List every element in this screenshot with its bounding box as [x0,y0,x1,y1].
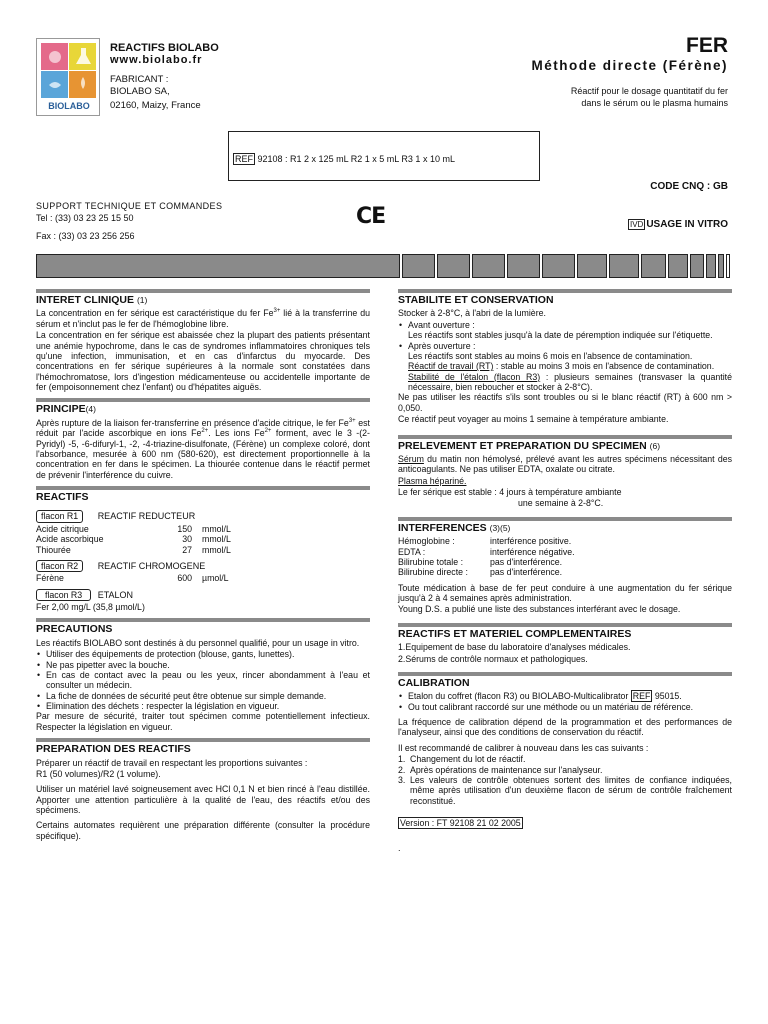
component-value: 600 [177,573,192,584]
paragraph: Toute médication à base de fer peut conduire à une augmentation du fer sérique jusqu'à 2 à 4 semaines après administration. [398,582,732,603]
logo-text: BIOLABO [48,101,90,111]
page-title: FER [686,34,728,57]
component-name: Thiourée [36,544,71,555]
component-name: Férène [36,573,64,584]
list-item: • Avant ouverture : [398,320,732,330]
code-cnq: CODE CNQ : GB [650,181,728,192]
paragraph: R1 (50 volumes)/R2 (1 volume). [36,768,161,779]
flacon-r3-row [36,588,370,602]
band-segment [668,254,688,278]
version-label: Version : FT 92108 21 02 2005 [400,818,521,828]
paragraph: Sérum du matin non hémolysé, prélevé avant les autres spécimens nécessitant des anticoagulants. Ne pas utiliser EDTA, oxalate ou citrate. [398,453,732,475]
list-item: • En cas de contact avec la peau ou les yeux, rincer abondamment à l'eau et consulter un médecin. [36,670,370,691]
section-principe [36,398,370,480]
paragraph: une semaine à 2-8°C. [518,498,604,509]
paragraph: Plasma hépariné. [398,475,467,486]
brand-name: REACTIFS BIOLABO [110,42,219,54]
section-title-text: INTERET CLINIQUE [36,294,135,306]
list-item: 1. Changement du lot de réactif. [398,754,526,765]
paragraph: La concentration en fer sérique est abaissée chez la plupart des patients présentant une anémie hypochrome, dans le cas de syndromes inflammatoires chroniques tels qu'une infection, immunisation, et en cas d'infarctus du myocarde. Des concentrations en fer sérique supérieures à la normale sont constatées dans l'hémochromatose, lors d'ingestion médicamenteuse ou accidentelle importante de fer (empoisonnement chez l'enfant) ou d'hépatites aiguës. [36,330,370,392]
list-item-text: Les réactifs sont stables jusqu'à la date de péremption indiquée sur l'étiquette. [408,330,713,341]
ref-symbol: REF [235,154,253,164]
flacon-r1-name: REACTIF REDUCTEUR [97,511,196,522]
ivd-symbol: IVD [629,220,644,229]
page-subtitle: Méthode directe (Férène) [531,58,728,73]
list-item: • Après ouverture : [398,341,732,351]
fabricant-label: FABRICANT : [110,74,169,85]
fabricant-address: 02160, Maizy, France [110,100,201,111]
list-item: • Elimination des déchets : respecter la législation en vigueur. [36,701,370,711]
reference-line [233,154,455,165]
paragraph: Stocker à 2-8°C, à l'abri de la lumière. [398,308,546,319]
section-title: STABILITE ET CONSERVATION [398,294,554,306]
trailing-dot: . [398,842,401,853]
component-value: 27 [182,544,192,555]
section-reactifs [36,486,370,612]
section-ref: (4) [85,404,96,415]
ce-mark-icon: CE [356,204,386,229]
product-description [468,86,728,109]
support-fax: Fax : (33) 03 23 256 256 [36,231,135,241]
band-segment [577,254,607,278]
brand-url[interactable]: www.biolabo.fr [110,54,203,66]
paragraph: Préparer un réactif de travail en respectant les proportions suivantes : [36,757,308,768]
section-materiel [398,623,732,664]
flacon-r2-table [36,573,370,583]
paragraph: Par mesure de sécurité, traiter tout spécimen comme potentiellement infectieux. Respecter la législation en vigueur. [36,711,370,732]
component-value: 150 [177,523,192,534]
component-unit: mmol/L [202,544,231,555]
band-segment [36,254,400,278]
section-ref: (6) [649,440,661,451]
list-item: 3. Les valeurs de contrôle obtenues sortent des limites de confiance indiquées, même après utilisation d'un deuxième flacon de sérum de contrôle fraîchement reconstitué. [398,774,732,806]
list-item: • La fiche de données de sécurité peut être obtenue sur simple demande. [36,691,370,701]
flacon-r3-name: ETALON [97,589,134,600]
interference-name: Bilirubine totale : [398,556,464,567]
list-item-text: Les réactifs sont stables au moins 6 mois en l'absence de contamination. [408,350,693,361]
band-segment [437,254,470,278]
paragraph: Après rupture de la liaison fer-transferrine en présence d'acide citrique, le fer $Fe^{3+}$ est réduit par l'acide ascorbique en ions $Fe^{2+}$. Les ions $Fe^{2+}$ forment, avec le 3 -(2-Pyridyl) -5, -6-difuryl-1, -2, -4-triazine-disulfonate, (Férène) un complexe coloré, dont l'absorbance, mesurée à 600 nm (580-620), est directement proportionnelle à la concentration en fer dans le spécimen. La thiourée contenue dans le réactif permet de prévenir l'interférence du cuivre. [36,417,370,480]
list-item-text: Réactif de travail (RT) : stable au moins 3 mois en l'absence de contamination. [408,361,715,372]
section-calibration [398,672,732,853]
flacon-r2-row [36,559,370,573]
paragraph: Ne pas utiliser les réactifs s'ils sont troubles ou si le blanc réactif (RT) à 600 nm > 0,050. [398,392,732,413]
component-unit: µmol/L [202,573,229,584]
interferences-table [398,536,732,578]
band-segment [542,254,575,278]
component-unit: mmol/L [202,534,231,545]
ivd-usage [628,219,728,231]
interference-value: pas d'interférence. [490,567,563,578]
interference-name: Bilirubine directe : [398,567,468,578]
biolabo-logo [36,38,100,116]
section-title-text: PRELEVEMENT ET PREPARATION DU SPECIMEN [398,439,647,452]
right-column [398,289,732,859]
list-item: • Utiliser des équipements de protection (blouse, gants, lunettes). [36,649,370,659]
list-item: 2.Sérums de contrôle normaux et pathologiques. [398,653,588,664]
band-segment [641,254,666,278]
interference-value: interférence positive. [490,536,572,547]
band-segment [472,254,505,278]
interference-value: interférence négative. [490,546,575,557]
section-title-text: PRINCIPE [36,403,86,416]
section-stabilite [398,289,732,425]
paragraph: Young D.S. a publié une liste des substances interférant avec le dosage. [398,604,681,615]
paragraph: Ce réactif peut voyager au moins 1 semaine à température ambiante. [398,414,669,425]
band-segment [706,254,716,278]
left-column [36,289,370,847]
band-segment [690,254,704,278]
list-item: • Etalon du coffret (flacon R3) ou BIOLABO-Multicalibrator REF 95015. [398,691,732,701]
support-title: SUPPORT TECHNIQUE ET COMMANDES [36,201,223,211]
list-item-text: Stabilité de l'étalon (flacon R3) : plusieurs semaines (transvaser la quantité nécessaire, bien reboucher et stocker à 2-8°C). [408,371,732,392]
section-prelevement [398,435,732,509]
section-interet-clinique [36,289,370,392]
section-title [398,521,732,536]
flacon-r3-label: flacon R3 [36,589,91,601]
ivd-text: USAGE IN VITRO [646,219,728,230]
list-item: 1.Equipement de base du laboratoire d'analyses médicales. [398,642,631,653]
section-title: PRECAUTIONS [36,623,113,636]
component-value: 30 [182,534,192,545]
paragraph: Il est recommandé de calibrer à nouveau dans les cas suivants : [398,742,649,753]
section-title [36,402,370,417]
interference-value: pas d'interférence. [490,556,563,567]
paragraph: La fréquence de calibration dépend de la programmation et des performances de l'analyseur, ainsi que des conditions de conservation du réactif. [398,717,732,738]
fabricant-block [110,74,170,98]
version-row [398,818,732,829]
section-title: CALIBRATION [398,676,470,689]
interference-name: EDTA : [398,546,426,557]
flacon-r1-table [36,524,370,555]
paragraph: Utiliser un matériel lavé soigneusement avec HCl 0,1 N et bien rincé à l'eau distillée. Apporter une attention particulière à la qualité de l'eau, des réactifs et/ou des spécimens. [36,784,370,815]
flacon-r3-text: Fer 2,00 mg/L (35,8 µmol/L) [36,602,145,612]
flacon-r2-label: flacon R2 [36,560,83,572]
list-item: • Ou tout calibrant raccordé sur une méthode ou un matériau de référence. [398,702,732,712]
description-line-1: Réactif pour le dosage quantitatif du fer [570,86,728,96]
flacon-r1-row [36,509,370,523]
section-title: REACTIFS [36,491,89,503]
band-segment [726,254,730,278]
decorative-band [36,254,730,278]
flacon-r1-label: flacon R1 [36,510,83,522]
section-precautions [36,618,370,732]
band-segment [402,254,435,278]
list-item: • Ne pas pipetter avec la bouche. [36,660,370,670]
section-title [398,439,732,454]
paragraph: Le fer sérique est stable : 4 jours à température ambiante [398,487,622,497]
flacon-r2-name: REACTIF CHROMOGENE [97,560,206,571]
section-preparation [36,738,370,841]
paragraph: Les réactifs BIOLABO sont destinés à du personnel qualifié, pour un usage in vitro. [36,637,360,648]
paragraph: La concentration en fer sérique est caractéristique du fer $Fe^{3+}$ lié à la transferrine du sérum et n'inclut pas le fer de l'hémoglobine libre. [36,308,370,329]
section-title: REACTIFS ET MATERIEL COMPLEMENTAIRES [398,627,632,640]
ref-text: 92108 : R1 2 x 125 mL R2 1 x 5 mL R3 1 x 10 mL [257,154,455,164]
section-interferences [398,517,732,615]
band-segment [507,254,540,278]
ref-symbol: REF [632,691,651,702]
support-phone: Tel : (33) 03 23 25 15 50 [36,213,134,223]
section-ref: (3)(5) [489,522,511,533]
fabricant-company: BIOLABO SA, [110,85,170,97]
component-name: Acide citrique [36,523,89,534]
section-title: PREPARATION DES REACTIFS [36,743,191,756]
section-title-text: INTERFERENCES [398,521,487,534]
description-line-2: dans le sérum ou le plasma humains [581,97,728,108]
component-name: Acide ascorbique [36,534,104,545]
band-segment [718,254,724,278]
section-ref: (1) [136,295,148,305]
section-title [36,293,370,308]
interference-name: Hémoglobine : [398,536,455,547]
component-unit: mmol/L [202,523,231,534]
list-item: 2. Après opérations de maintenance sur l'analyseur. [398,764,603,775]
paragraph: Certains automates requièrent une préparation différente (consulter la procédure spécifique). [36,820,370,841]
band-segment [609,254,639,278]
